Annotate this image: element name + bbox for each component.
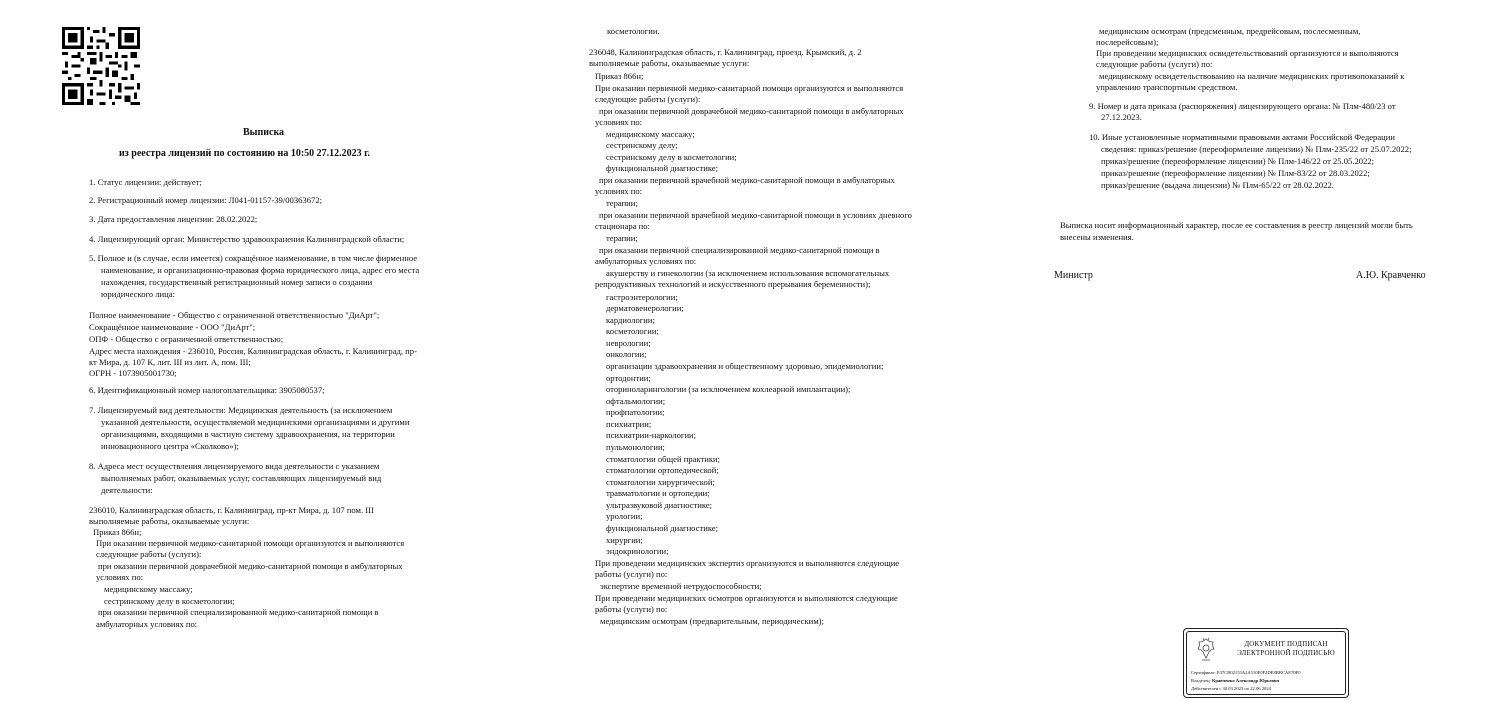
text-line: При оказании первичной медико-санитарной помощи организуются и выполняются (595, 83, 904, 93)
item-10-line: приказ/решение (переоформление лицензии) № Плм-146/22 от 25.05.2022; (1101, 156, 1375, 166)
service-item: послерейсовым); (1096, 37, 1159, 47)
text-line: следующие работы (услуги): (96, 549, 202, 559)
service-item: медицинским осмотрам (предсменным, предрейсовым, послесменным, (1099, 26, 1361, 36)
service-item: сестринскому делу в косметологии; (606, 152, 737, 162)
item-9: 27.12.2023. (1101, 112, 1142, 122)
stamp-owner-name: Кравченко Александр Юрьевич (1212, 678, 1280, 683)
stamp-title: ЭЛЕКТРОННОЙ ПОДПИСЬЮ (1237, 649, 1335, 657)
item-10-line: сведения: приказ/решение (переоформление лицензии) № Плм-235/22 от 25.07.2022; (1101, 144, 1412, 154)
text-line: следующие работы (услуги) по: (1096, 59, 1213, 69)
service-item: дерматовенерологии; (606, 303, 684, 313)
text-line: условиях по: (595, 117, 643, 127)
doc-title: Выписка (243, 127, 285, 138)
service-item: травматологии и ортопедии; (606, 488, 710, 498)
stamp-owner-label: Владелец: (1191, 678, 1211, 683)
org-full-name: Полное наименование - Общество с ограниченной ответственностью "ДиАрт"; (89, 310, 380, 320)
service-item: сестринскому делу; (606, 140, 678, 150)
service-item: медицинскому массажу; (104, 584, 193, 594)
item-8-line: деятельности: (101, 485, 153, 495)
item-7-line: указанной деятельности, осуществляемой медицинскими организациями и другими (101, 417, 410, 427)
stamp-title: ДОКУМЕНТ ПОДПИСАН (1244, 640, 1328, 648)
document-page-3 (1000, 0, 1500, 707)
org-address: Адрес места нахождения - 236010, Россия, Калининградская область, г. Калининград, пр- (89, 346, 417, 356)
document-page-2 (500, 0, 1000, 707)
org-opf: ОПФ - Общество с ограниченной ответственностью; (89, 334, 284, 344)
service-item: стоматологии ортопедической; (606, 465, 719, 475)
text-line: при оказании первичной доврачебной медико-санитарной помощи в амбулаторных (599, 106, 904, 116)
signatory-title: Министр (1054, 270, 1093, 281)
stamp-validity: Действителен с 30.03.2023 по 22.06.2024 (1191, 686, 1271, 691)
disclaimer: Выписка носит информационный характер, после ее составления в реестр лицензий могли быть (1060, 220, 1413, 230)
service-item: сестринскому делу в косметологии; (104, 596, 235, 606)
electronic-signature-stamp (1183, 628, 1349, 698)
org-ogrn: ОГРН - 1073905001730; (89, 368, 177, 378)
stamp-certificate: Сертификат: Е37СВ02155А2А510F0F2DE8BBCAE70F0 (1191, 670, 1301, 675)
text-line: При проведении медицинских освидетельствований организуются и выполняются (1096, 48, 1399, 58)
service-item: стоматологии хирургической; (606, 477, 715, 487)
item-6: 6. Идентификационный номер налогоплательщика: 3905080537; (89, 385, 325, 395)
service-item: функциональной диагностике; (606, 523, 719, 533)
item-5-line: нахождения, государственный регистрационный номер записи о создании (101, 277, 373, 287)
text-line: условиях по: (595, 186, 643, 196)
service-item: гастроэнтерологии; (606, 292, 678, 302)
item-5-line: наименование, и организационно-правовая форма юридического лица, адрес его места (101, 265, 420, 275)
signatory-name: А.Ю. Кравченко (1356, 270, 1426, 281)
service-item: урологии; (606, 511, 643, 521)
works-heading: выполняемые работы, оказываемые услуги: (89, 516, 250, 526)
item-7-line: 7. Лицензируемый вид деятельности: Медицинская деятельность (за исключением (89, 405, 393, 415)
service-item: неврологии; (606, 338, 651, 348)
service-item: медицинскому освидетельствованию на наличие медицинских противопоказаний к (1099, 71, 1405, 81)
text-line: следующие работы (услуги): (595, 94, 701, 104)
item-3: 3. Дата предоставления лицензии: 28.02.2022; (89, 214, 258, 224)
works-heading: выполняемые работы, оказываемые услуги: (589, 58, 750, 68)
service-item: экспертизе временной нетрудоспособности; (600, 581, 762, 591)
qr-code-icon (62, 27, 140, 105)
text-line: При проведении медицинских экспертиз организуются и выполняются следующие (595, 558, 900, 568)
item-8-line: 8. Адреса мест осуществления лицензируемого вида деятельности с указанием (89, 461, 380, 471)
stamp-owner (1191, 678, 1279, 684)
service-item: пульмонологии; (606, 442, 665, 452)
item-5-line: 5. Полное и (в случае, если имеется) сокращённое наименование, в том числе фирменное (89, 253, 418, 263)
text-line: при оказании первичной специализированной медико-санитарной помощи в (599, 245, 880, 255)
text-line: стационара по: (595, 221, 650, 231)
item-4: 4. Лицензирующий орган: Министерство здравоохранения Калининградской области; (89, 234, 405, 244)
text-line: амбулаторных условиях по: (96, 619, 198, 629)
text-line: работы (услуги) по: (595, 604, 668, 614)
service-item: медицинскому массажу; (606, 129, 695, 139)
text-line: при оказании первичной специализированной медико-санитарной помощи в (98, 607, 379, 617)
item-9: 9. Номер и дата приказа (распоряжения) лицензирующего органа: № Плм-480/23 от (1089, 101, 1396, 111)
text-line: при оказании первичной доврачебной медико-санитарной помощи в амбулаторных (98, 561, 403, 571)
service-item: косметологии; (606, 326, 659, 336)
text-line: при оказании первичной врачебной медико-санитарной помощи в амбулаторных (599, 175, 895, 185)
doc-subtitle: из реестра лицензий по состоянию на 10:50 27.12.2023 г. (119, 148, 371, 159)
item-7-line: организациями, входящими в частную систему здравоохранения, на территории (101, 429, 395, 439)
service-item: хирургии; (606, 535, 643, 545)
order-line: Приказ 866н; (595, 71, 644, 81)
service-item: акушерству и гинекологии (за исключением использования вспомогательных (606, 268, 890, 278)
service-item: ультразвуковой диагностике; (606, 500, 713, 510)
text-line: работы (услуги) по: (595, 569, 668, 579)
service-item: терапии; (606, 233, 638, 243)
service-item: офтальмологии; (606, 396, 666, 406)
service-item: стоматологии общей практики; (606, 454, 720, 464)
item-10-line: 10. Иные установленные нормативными правовыми актами Российской Федерации (1089, 132, 1395, 142)
item-10-line: приказ/решение (выдача лицензии) № Плм-65/22 от 28.02.2022. (1101, 180, 1334, 190)
service-item: оториноларингологии (за исключением кохлеарной имплантации); (606, 384, 851, 394)
item-7-line: инновационного центра «Сколково»); (101, 441, 239, 451)
item-1: 1. Статус лицензии: действует; (89, 177, 202, 187)
address-2: 236048, Калининградская область, г. Калининград, проезд. Крымский, д. 2 (589, 47, 862, 57)
text-line: При оказании первичной медико-санитарной помощи организуются и выполняются (96, 538, 405, 548)
text-line: При проведении медицинских осмотров организуются и выполняются следующие (595, 593, 898, 603)
document-page-1 (0, 0, 500, 707)
text-line: амбулаторных условиях по: (595, 256, 697, 266)
coat-of-arms-icon (1195, 636, 1217, 662)
service-item: онкологии; (606, 349, 647, 359)
service-item: медицинским осмотрам (предварительным, периодическим); (600, 616, 824, 626)
service-item: кардиологии; (606, 315, 655, 325)
service-item: терапии; (606, 198, 638, 208)
address-1: 236010, Калининградская область, г. Калининград, пр-кт Мира, д. 107 пом. III (89, 505, 374, 515)
item-10-line: приказ/решение (переоформление лицензии) № Плм-83/22 от 28.03.2022; (1101, 168, 1370, 178)
order-line: Приказ 866н; (93, 527, 142, 537)
service-item: эндокринологии; (606, 546, 669, 556)
item-2: 2. Регистрационный номер лицензии: Л041-01157-39/00363672; (89, 195, 323, 205)
service-item: функциональной диагностике; (606, 163, 719, 173)
service-item: психиатрии; (606, 419, 652, 429)
service-item: организации здравоохранения и общественному здоровью, эпидемиологии; (606, 361, 884, 371)
service-item: косметологии. (607, 26, 660, 36)
org-short-name: Сокращённое наименование - ООО "ДиАрт"; (89, 322, 256, 332)
service-item: репродуктивных технологий и искусственного прерывания беременности); (595, 279, 871, 289)
service-item: управлению транспортным средством. (1096, 82, 1238, 92)
disclaimer: внесены изменения. (1060, 232, 1134, 242)
service-item: психиатрии-наркологии; (606, 430, 697, 440)
text-line: при оказании первичной врачебной медико-санитарной помощи в условиях дневного (599, 210, 912, 220)
service-item: профпатологии; (606, 407, 665, 417)
org-address: кт Мира, д. 107 К, лит. III из лит. А, пом. III; (89, 357, 251, 367)
service-item: ортодонтии; (606, 373, 651, 383)
item-8-line: выполняемых работ, оказываемых услуг, составляющих лицензируемый вид (101, 473, 382, 483)
item-5-line: юридического лица: (101, 289, 175, 299)
text-line: условиях по: (96, 572, 144, 582)
